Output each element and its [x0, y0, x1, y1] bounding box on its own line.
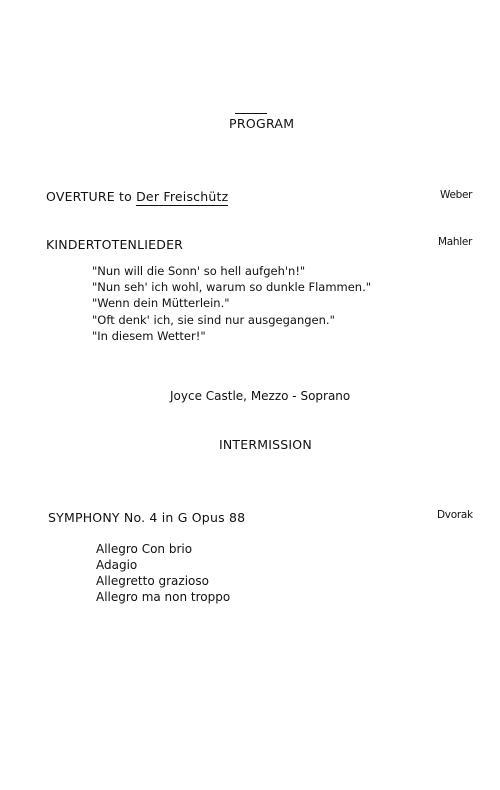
kindertotenlieder-title: KINDERTOTENLIEDER	[46, 237, 184, 252]
program-heading-text: PROGRAM	[229, 116, 295, 131]
composer-dvorak: Dvorak	[437, 509, 473, 521]
song-item: "Oft denk' ich, sie sind nur ausgegangen."	[92, 312, 335, 327]
song-list	[92, 263, 371, 344]
movement-item: Allegretto grazioso	[96, 574, 209, 588]
composer-mahler: Mahler	[438, 236, 473, 248]
intermission-heading: INTERMISSION	[219, 437, 312, 452]
song-item: "In diesem Wetter!"	[92, 328, 206, 343]
overture-title	[46, 189, 228, 204]
movement-item: Allegro ma non troppo	[96, 590, 231, 604]
movement-item: Allegro Con brio	[96, 542, 193, 556]
overture-work-name: Der Freischütz	[136, 189, 229, 204]
song-item: "Wenn dein Mütterlein."	[92, 296, 230, 311]
song-item: "Nun will die Sonn' so hell aufgeh'n!"	[92, 264, 306, 278]
movement-item: Adagio	[96, 558, 138, 572]
movement-list	[96, 541, 230, 605]
song-item: "Nun seh' ich wohl, warum so dunkle Flammen."	[92, 280, 372, 295]
symphony-title: SYMPHONY No. 4 in G Opus 88	[48, 510, 246, 525]
overture-title-prefix: OVERTURE to	[46, 189, 137, 204]
program-heading	[229, 116, 294, 131]
composer-weber: Weber	[440, 189, 473, 201]
heading-overline	[235, 113, 267, 114]
performer-credit: Joyce Castle, Mezzo - Soprano	[170, 389, 351, 403]
